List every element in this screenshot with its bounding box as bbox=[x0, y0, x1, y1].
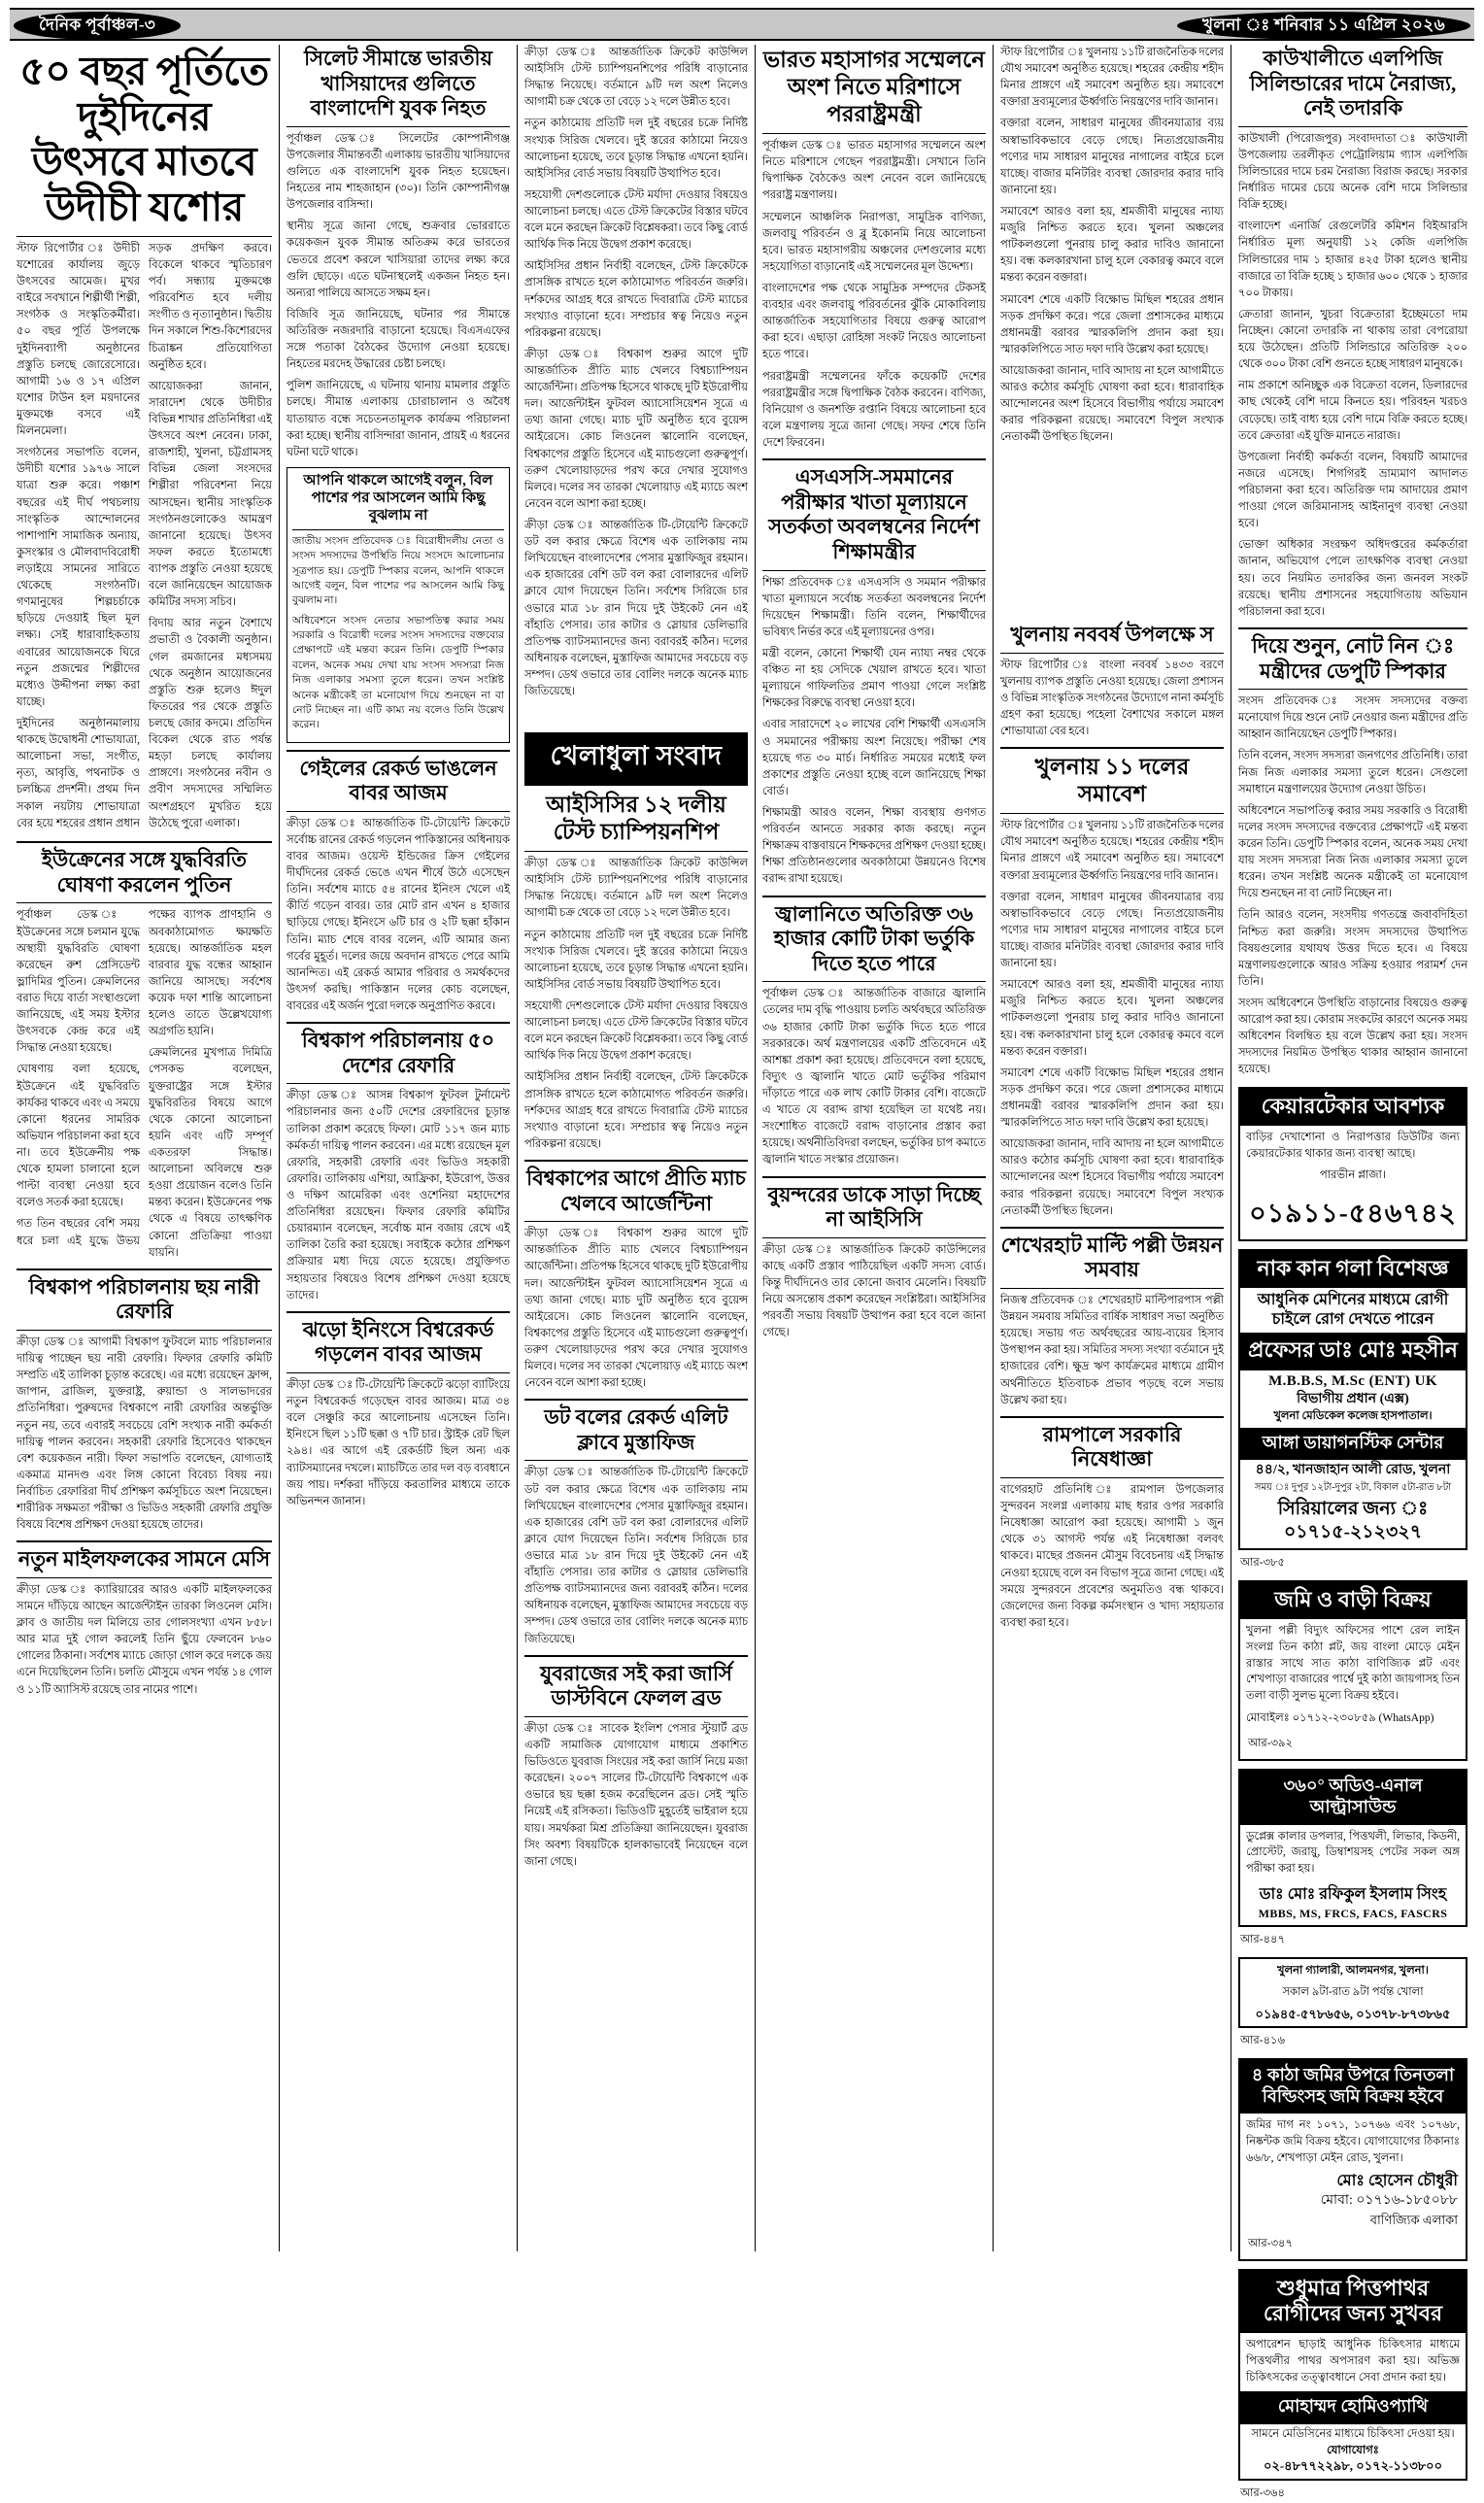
ad-caretaker-banner: কেয়ারটেকার আবশ্যক bbox=[1240, 1089, 1466, 1126]
messi-headline: নতুন মাইলফলকের সামনে মেসি bbox=[17, 1547, 271, 1572]
ad-ultrasound-banner: ৩৬০° অডিও-এনাল আল্ট্রাসাউন্ড bbox=[1240, 1771, 1466, 1824]
divider bbox=[17, 1330, 272, 1331]
kaukhali-para-4: নাম প্রকাশে অনিচ্ছুক এক বিক্রেতা বলেন, ডিলারদের কাছ থেকেই বেশি দামে কিনতে হয়। পরিবহন খরচও বেড়েছে। তাই বাধ্য হয়ে বেশি দামে বিক্রি করতে হচ্ছে। তবে ক্রেতারা এই যুক্তি মানতে নারাজ। bbox=[1238, 380, 1467, 442]
speaker-box-para-1: জাতীয় সংসদ প্রতিবেদক ঃ বিরোধীদলীয় নেতা ও সংসদ সদস্যদের উপস্থিতি নিয়ে সংসদে আলোচনার সূত্রপাত হয়। ডেপুটি স্পিকার বলেন, আপনি থাকলে আগেই বলুন, বিল পাশের পর আসলেন আমি কিছু বুঝলাম না। bbox=[292, 535, 504, 607]
column-3 bbox=[518, 45, 756, 2251]
io-para-1: পূর্বাঞ্চল ডেস্ক ঃ ভারত মহাসাগর সম্মেলনে অংশ নিতে মরিশাসে গেছেন পররাষ্ট্রমন্ত্রী। সেখানে তিনি দ্বিপাক্ষিক বৈঠকেও অংশ নেবেন বলে জানিয়েছে পররাষ্ট্র মন্ত্রণালয়। bbox=[762, 140, 986, 202]
divider bbox=[524, 851, 748, 852]
ad-ultrasound-doctor: ডাঃ মোঃ রফিকুল ইসলাম সিংহ bbox=[1259, 1885, 1447, 1903]
boundary-headline: বুয়ন্দরের ডাকে সাড়া দিচ্ছে না আইসিসি bbox=[767, 1182, 981, 1232]
worldcup50-body: ক্রীড়া ডেস্ক ঃ আসন্ন বিশ্বকাপ ফুটবল টুর্নামেন্ট পরিচালনার জন্য ৫০টি দেশের রেফারিদের চূড়ান্ত তালিকা প্রকাশ করেছে ফিফা। মোট ১১৭ জন ম্যাচ কর্মকর্তা দায়িত্ব পালন করবেন। এর মধ্যে রয়েছেন মূল রেফারি, সহকারী রেফারি এবং ভিডিও সহকারী রেফারি। তালিকায় এশিয়া, আফ্রিকা, ইউরোপ, উত্তর ও দক্ষিণ আমেরিকা এবং ওশেনিয়া মহাদেশের প্রতিনিধিরা রয়েছেন। ফিফার রেফারি কমিটির চেয়ারম্যান বলেছেন, সর্বোচ্চ মান বজায় রেখে এই তালিকা তৈরি করা হয়েছে। সবাইকে কঠোর প্রশিক্ষণ প্রক্রিয়ার মধ্য দিয়ে যেতে হয়েছে। প্রযুক্তিগত সহায়তার বিষয়েও বিশেষ প্রশিক্ষণ দেওয়া হয়েছে তাদের। bbox=[287, 1090, 510, 1302]
ad-gallstone-footer-line1: সামনে মেডিসিনের মাধ্যমে চিকিৎসা দেওয়া হয়। bbox=[1251, 2427, 1455, 2440]
k11-para-4: সমাবেশ শেষে একটি বিক্ষোভ মিছিল শহরের প্রধান সড়ক প্রদক্ষিণ করে। পরে জেলা প্রশাসকের মাধ্যমে প্রধানমন্ত্রী বরাবর স্মারকলিপি প্রদান করা হয়। স্মারকলিপিতে সাত দফা দাবি উল্লেখ করা হয়েছে। bbox=[1000, 1066, 1224, 1130]
io-para-2: সম্মেলনে আঞ্চলিক নিরাপত্তা, সামুদ্রিক বাণিজ্য, জলবায়ু পরিবর্তন ও ব্লু ইকোনমি নিয়ে আলোচনা হবে। ভারত মহাসাগরীয় অঞ্চলের দেশগুলোর মধ্যে সহযোগিতা বাড়ানোই এই সম্মেলনের মূল উদ্দেশ্য। bbox=[762, 211, 986, 273]
jhoro-headline: ঝড়ো ইনিংসে বিশ্বরেকর্ড গড়লেন বাবর আজম bbox=[302, 1317, 494, 1367]
ad-ent-subline: আধুনিক মেশিনের মাধ্যমে রোগী চাইলে রোগ দেখতে পারেন bbox=[1257, 1292, 1449, 1329]
sports-section-banner: খেলাধুলা সংবাদ bbox=[524, 732, 748, 786]
divider bbox=[17, 1577, 272, 1578]
ad-ent-refcode: আর-৩৮৫ bbox=[1240, 1556, 1285, 1569]
ad-ent-clinic[interactable] bbox=[1238, 1249, 1467, 1550]
ad-ent-hours: সময় ঃ দুপুর ১২টা-দুপুর ২টা, বিকাল ৫টা-রাত ৮টা bbox=[1254, 1481, 1452, 1493]
icc-para-4: আইসিসির প্রধান নির্বাহী বলেছেন, টেস্ট ক্রিকেটকে প্রাসঙ্গিক রাখতে হলে কাঠামোগত পরিবর্তন জরুরি। দর্শকদের আগ্রহ ধরে রাখতে দিবারাত্রি টেস্ট ম্যাচের সংখ্যাও বাড়ানো হবে। সম্প্রচার স্বত্ব নিয়েও নতুন পরিকল্পনা রয়েছে। bbox=[524, 1071, 748, 1150]
ad-ent-doctor: প্রফেসর ডাঃ মোঃ মহসীন bbox=[1240, 1333, 1466, 1370]
icc-para-3: সহযোগী দেশগুলোকে টেস্ট মর্যাদা দেওয়ার বিষয়েও আলোচনা চলছে। এতে টেস্ট ক্রিকেটের বিস্তার ঘটবে বলে মনে করছেন ক্রিকেট বিশ্লেষকরা। তবে কিছু বোর্ড আর্থিক দিক নিয়ে উদ্বেগ প্রকাশ করেছে। bbox=[524, 999, 748, 1063]
page-columns bbox=[10, 45, 1474, 2499]
divider bbox=[524, 1655, 748, 1657]
divider bbox=[287, 1372, 510, 1373]
worldcup-women-headline: বিশ্বকাপ পরিচালনায় ছয় নারী রেফারি bbox=[28, 1274, 260, 1324]
icc-para-1: ক্রীড়া ডেস্ক ঃ আন্তর্জাতিক ক্রিকেট কাউন্সিল আইসিসি টেস্ট চ্যাম্পিয়নশিপের পরিধি বাড়ানোর সিদ্ধান্ত নিয়েছে। বর্তমানে ৯টি দল অংশ নিলেও আগামী চক্র থেকে তা বেড়ে ১২ দলে উন্নীত হবে। bbox=[524, 858, 748, 920]
k11-prefill-2: বক্তারা বলেন, সাধারণ মানুষের জীবনযাত্রার ব্যয় অস্বাভাবিকভাবে বেড়ে গেছে। নিত্যপ্রয়োজনীয় পণ্যের দাম সাধারণ মানুষের নাগালের বাইরে চলে যাচ্ছে। বাজার মনিটরিং ব্যবস্থা জোরদার করার দাবি জানানো হয়। bbox=[1000, 118, 1224, 196]
divider bbox=[762, 896, 986, 897]
dotball-headline: ডট বলের রেকর্ড এলিট ক্লাবে মুস্তাফিজ bbox=[544, 1405, 728, 1454]
note-para-4: তিনি আরও বলেন, সংসদীয় গণতন্ত্রে জবাবদিহিতা নিশ্চিত করা জরুরি। সংসদ সদস্যদের উত্থাপিত বিষয়গুলোর যথাযথ উত্তর দিতে হবে। এ বিষয়ে মন্ত্রণালয়গুলোকে আরও সক্রিয় হওয়ার পরামর্শ দেন তিনি। bbox=[1238, 909, 1467, 988]
sylhet-para-2: স্থানীয় সূত্রে জানা গেছে, শুক্রবার ভোররাতে কয়েকজন যুবক সীমান্ত অতিক্রম করে ভারতের ভেতরে প্রবেশ করলে খাসিয়ারা তাদের লক্ষ্য করে গুলি ছোড়ে। এতে ঘটনাস্থলেই একজন নিহত হন। অন্যরা পালিয়ে আসতে সক্ষম হন। bbox=[287, 220, 510, 299]
io-para-3: বাংলাদেশের পক্ষ থেকে সামুদ্রিক সম্পদের টেকসই ব্যবহার এবং জলবায়ু পরিবর্তনের ঝুঁকি মোকাবিলায় আন্তর্জাতিক সহযোগিতার বিষয়ে গুরুত্ব আরোপ করা হবে। এছাড়া রোহিঙ্গা সংকট নিয়েও আলোচনা হতে পারে। bbox=[762, 283, 986, 361]
divider bbox=[524, 1160, 748, 1162]
icc-headline: আইসিসির ১২ দলীয় টেস্ট চ্যাম্পিয়নশিপ bbox=[546, 793, 726, 845]
column5-top-filler bbox=[1000, 45, 1224, 618]
ad-khulna-gallery[interactable] bbox=[1238, 1957, 1467, 2029]
ssc-para-3: এবার সারাদেশে ২০ লাখের বেশি শিক্ষার্থী এসএসসি ও সমমানের পরীক্ষায় অংশ নিয়েছে। পরীক্ষা শেষ হয়েছে গত ৩০ মার্চ। নির্ধারিত সময়ের মধ্যেই ফল প্রকাশের প্রস্তুতি নেওয়া হচ্ছে বলে জানিয়েছে শিক্ষা বোর্ড। bbox=[762, 719, 986, 797]
divider bbox=[1000, 653, 1224, 654]
divider bbox=[17, 841, 272, 843]
column-4 bbox=[756, 45, 994, 2251]
note-para-5: সংসদ অধিবেশনে উপস্থিতি বাড়ানোর বিষয়েও গুরুত্ব আরোপ করা হয়। কোরাম সংকটের কারণে অনেক সময় অধিবেশন বিলম্বিত হয় বলে উল্লেখ করা হয়। সংসদ সদস্যদের নিয়মিত উপস্থিত থাকার আহ্বান জানানো হয়েছে। bbox=[1238, 997, 1467, 1076]
kaukhali-para-1: কাউখালী (পিরোজপুর) সংবাদদাতা ঃ কাউখালী উপজেলায় তরলীকৃত পেট্রোলিয়াম গ্যাস এলপিজি সিলিন্ডারের দামে চরম নৈরাজ্য বিরাজ করছে। সরকার নির্ধারিত দামের চেয়ে অনেক বেশি দামে সিলিন্ডার বিক্রি হচ্ছে। bbox=[1238, 132, 1467, 212]
divider bbox=[762, 570, 986, 571]
ad-ent-hospital: খুলনা মেডিকেল কলেজ হাসপাতাল। bbox=[1273, 1410, 1433, 1423]
divider bbox=[1000, 813, 1224, 814]
kaukhali-para-2: বাংলাদেশ এনার্জি রেগুলেটরি কমিশন বিইআরসি নির্ধারিত মূল্য অনুযায়ী ১২ কেজি এলপিজি সিলিন্ডারের দাম ১ হাজার ৪২৫ টাকা হলেও স্থানীয় বাজারে তা বিক্রি হচ্ছে ১ হাজার ৬০০ থেকে ১ হাজার ৭০০ টাকায়। bbox=[1238, 220, 1467, 299]
lead-para-1: স্টাফ রিপোর্টার ঃ উদীচী যশোরের কার্যালয় জুড়ে উৎসবের আমেজ। মুখর বাইরে সবখানে শিল্পীর্থী শিল্পী, সংগঠক ও সংস্কৃতিকর্মীরা। ৫০ বছর পূর্তি উপলক্ষে দুইদিনব্যাপী অনুষ্ঠানের প্রস্তুতি চলছে জোরেসোরে। আগামী ১৬ ও ১৭ এপ্রিল যশোর টাউন হল ময়দানের মুক্তমঞ্চে বসবে এই মিলনমেলা। bbox=[17, 242, 140, 438]
divider bbox=[762, 1237, 986, 1238]
note-headline: দিয়ে শুনুন, নোট নিন ঃ মন্ত্রীদের ডেপুটি স্পিকার bbox=[1251, 633, 1455, 683]
k11-para-5: আয়োজকরা জানান, দাবি আদায় না হলে আগামীতে আরও কঠোর কর্মসূচি ঘোষণা করা হবে। ধারাবাহিক আন্দোলনের অংশ হিসেবে বিভাগীয় পর্যায়ে সমাবেশ করার পরিকল্পনা রয়েছে। সমাবেশে বিপুল সংখ্যক নেতাকর্মী উপস্থিত ছিলেন। bbox=[1000, 1138, 1224, 1217]
sylhet-headline: সিলেট সীমান্তে ভারতীয় খাসিয়াদের গুলিতে বাংলাদেশি যুবক নিহত bbox=[304, 47, 492, 120]
ad-ent-serial: সিরিয়ালের জন্য ঃ ০১৭১৫-২১২৩২৭ bbox=[1277, 1499, 1429, 1543]
ad-plot-sale[interactable] bbox=[1238, 2058, 1467, 2260]
ssc-para-4: শিক্ষামন্ত্রী আরও বলেন, শিক্ষা ব্যবস্থায় গুণগত পরিবর্তন আনতে সরকার কাজ করছে। নতুন শিক্ষাক্রম বাস্তবায়নে শিক্ষকদের প্রশিক্ষণ দেওয়া হচ্ছে। শিক্ষা প্রতিষ্ঠানগুলোর অবকাঠামো উন্নয়নেও বিশেষ বরাদ্দ রাখা হয়েছে। bbox=[762, 806, 986, 886]
lead-para-3: দুইদিনের অনুষ্ঠানমালায় থাকছে উদ্বোধনী শোভাযাত্রা, আলোচনা সভা, সংগীত, নৃত্য, আবৃত্তি, পথনাটক ও চলচ্চিত্র প্রদর্শনী। প্রথম দিন সকাল নয়টায় শোভাযাত্রা বের হয়ে শহরের প্রধান প্রধান সড়ক প্রদক্ষিণ করবে। বিকেলে থাকবে স্মৃতিচারণ পর্ব। সন্ধ্যায় মুক্তমঞ্চে পরিবেশিত হবে দলীয় সংগীত ও নৃত্যানুষ্ঠান। দ্বিতীয় দিন সকালে শিশু-কিশোরদের চিত্রাঙ্কন প্রতিযোগিতা অনুষ্ঠিত হবে। bbox=[17, 242, 272, 829]
divider bbox=[762, 981, 986, 982]
column-1 bbox=[10, 45, 280, 2251]
gaile-body: ক্রীড়া ডেস্ক ঃ আন্তর্জাতিক টি-টোয়েন্টি ক্রিকেটে সর্বোচ্চ রানের রেকর্ড গড়লেন পাকিস্তানের অধিনায়ক বাবর আজম। ওয়েস্ট ইন্ডিজের ক্রিস গেইলের দীর্ঘদিনের রেকর্ড ভেঙে এখন শীর্ষে উঠে এসেছেন তিনি। সর্বশেষ ম্যাচে ৫৪ রানের ইনিংস খেলে এই কীর্তি গড়েন বাবর। তার মোট রান এখন ৪ হাজার ছাড়িয়ে গেছে। ইনিংসে ৬টি চার ও ২টি ছক্কা হাঁকান তিনি। ম্যাচ শেষে বাবর বলেন, এটি আমার জন্য গর্বের মুহূর্ত। দলের জয়ে অবদান রাখতে পেরে আমি আনন্দিত। এই রেকর্ড আমার পরিবার ও সমর্থকদের উৎসর্গ করছি। পাকিস্তান দলের কোচ বলেছেন, বাবরের এই অর্জন পুরো দলকে অনুপ্রাণিত করবে। bbox=[287, 817, 510, 1012]
ukraine-para-4: ক্রেমলিনের মুখপাত্র দিমিত্রি পেসকভ বলেছেন, যুক্তরাষ্ট্রের সঙ্গে ইস্টার যুদ্ধবিরতির বিষয়ে আগে থেকে কোনো আলোচনা হয়নি এবং এটি সম্পূর্ণ একতরফা সিদ্ধান্ত। আলোচনা অবিলম্বে শুরু হওয়া প্রয়োজন বলেও তিনি মন্তব্য করেন। ইউক্রেনের পক্ষ থেকে এ বিষয়ে তাৎক্ষণিক কোনো প্রতিক্রিয়া পাওয়া যায়নি। bbox=[149, 1047, 272, 1259]
ad-ent-banner: নাক কান গলা বিশেষজ্ঞ bbox=[1240, 1251, 1466, 1288]
divider bbox=[287, 750, 510, 752]
ssc-para-2: মন্ত্রী বলেন, কোনো শিক্ষার্থী যেন ন্যায্য নম্বর থেকে বঞ্চিত না হয় সেদিকে খেয়াল রাখতে হবে। খাতা মূল্যায়নে গাফিলতির প্রমাণ পাওয়া গেলে সংশ্লিষ্ট শিক্ষকের বিরুদ্ধে ব্যবস্থা নেওয়া হবে। bbox=[762, 647, 986, 710]
indian-ocean-headline: ভারত মহাসাগর সম্মেলনে অংশ নিতে মরিশাসে পররাষ্ট্রমন্ত্রী bbox=[763, 48, 985, 127]
masthead-right-pill: খুলনা ঃ শনিবার ১১ এপ্রিল ২০২৬ bbox=[1177, 12, 1470, 40]
worldcup50-headline: বিশ্বকাপ পরিচালনায় ৫০ দেশের রেফারি bbox=[301, 1029, 495, 1077]
divider bbox=[762, 458, 986, 460]
speaker-box bbox=[287, 467, 510, 743]
masthead-left-pill: দৈনিক পূর্বাঞ্চল-৩ bbox=[14, 12, 181, 40]
icc-para-2: নতুন কাঠামোয় প্রতিটি দল দুই বছরের চক্রে নির্দিষ্ট সংখ্যক সিরিজ খেলবে। দুই স্তরের কাঠামো নিয়েও আলোচনা হয়েছে, তবে চূড়ান্ত সিদ্ধান্ত এখনো হয়নি। আইসিসির বোর্ড সভায় বিষয়টি উত্থাপিত হবে। bbox=[524, 929, 748, 991]
ad-ent-post: বিভাগীয় প্রধান (এক্স) bbox=[1297, 1391, 1409, 1406]
divider bbox=[287, 1311, 510, 1313]
divider bbox=[1238, 126, 1467, 127]
note-para-2: তিনি বলেন, সংসদ সদস্যরা জনগণের প্রতিনিধি। তারা নিজ নিজ এলাকার সমস্যা তুলে ধরেন। সেগুলো সমাধানে মন্ত্রণালয়ের উদ্যোগ নেওয়া উচিত। bbox=[1238, 750, 1467, 795]
column-6 bbox=[1231, 45, 1474, 2499]
worldcup-women-body: ক্রীড়া ডেস্ক ঃ আগামী বিশ্বকাপ ফুটবলে ম্যাচ পরিচালনার দায়িত্ব পাচ্ছেন ছয় নারী রেফারি। ফিফার রেফারি কমিটি সম্প্রতি এই তালিকা চূড়ান্ত করেছে। এর মধ্যে রয়েছেন ফ্রান্স, জাপান, ব্রাজিল, যুক্তরাষ্ট্র, রুয়ান্ডা ও সালভাদরের প্রতিনিধিরা। পুরুষদের বিশ্বকাপে নারী রেফারির অন্তর্ভুক্তি নতুন নয়, তবে এবারই সবচেয়ে বেশি সংখ্যক নারী কর্মকর্তা দায়িত্ব পালন করবেন। সহকারী রেফারি হিসেবেও থাকছেন বেশ কয়েকজন নারী। ফিফা সভাপতি বলেছেন, যোগ্যতাই একমাত্র মানদণ্ড এবং লিঙ্গ কোনো বিবেচ্য বিষয় নয়। নির্বাচিত রেফারিরা দীর্ঘ প্রশিক্ষণ কর্মসূচিতে অংশ নিয়েছেন। শারীরিক সক্ষমতা পরীক্ষা ও ভিডিও সহকারী রেফারি প্রযুক্তি বিষয়ে বিশেষ প্রশিক্ষণ দেওয়া হয়েছে তাদের। bbox=[17, 1336, 272, 1532]
k11-para-3: সমাবেশে আরও বলা হয়, শ্রমজীবী মানুষের ন্যায্য মজুরি নিশ্চিত করতে হবে। খুলনা অঞ্চলের পাটকলগুলো পুনরায় চালু করার দাবিও জানানো হয়। বন্ধ কলকারখানা চালু হলে বেকারত্ব কমবে বলে মন্তব্য করেন বক্তারা। bbox=[1000, 979, 1224, 1058]
kaukhali-headline: কাউখালীতে এলপিজি সিলিন্ডারের দামে নৈরাজ্য, নেই তদারকি bbox=[1249, 47, 1457, 120]
k11-prefill-4: সমাবেশ শেষে একটি বিক্ষোভ মিছিল শহরের প্রধান সড়ক প্রদক্ষিণ করে। পরে জেলা প্রশাসকের মাধ্যমে প্রধানমন্ত্রী বরাবর স্মারকলিপি প্রদান করা হয়। স্মারকলিপিতে সাত দফা দাবি উল্লেখ করা হয়েছে। bbox=[1000, 293, 1224, 355]
divider bbox=[17, 902, 272, 903]
kaukhali-para-6: ভোক্তা অধিকার সংরক্ষণ অধিদপ্তরের কর্মকর্তারা জানান, অভিযোগ পেলে তাৎক্ষণিক ব্যবস্থা নেওয়া হয়। তবে নিয়মিত তদারকির জন্য জনবল সংকট রয়েছে। স্থানীয় প্রশাসনের সহযোগিতায় অভিযান পরিচালনা করা হবে। bbox=[1238, 539, 1467, 618]
divider bbox=[524, 1221, 748, 1222]
divider bbox=[17, 1540, 272, 1542]
divider bbox=[1000, 1227, 1224, 1229]
lead-para-4: আয়োজকরা জানান, সারাদেশ থেকে উদীচীর বিভিন্ন শাখার প্রতিনিধিরা এই উৎসবে অংশ নেবেন। ঢাকা, রাজশাহী, খুলনা, চট্টগ্রামসহ বিভিন্ন জেলা সংসদের শিল্পীরা পরিবেশনা নিয়ে আসছেন। স্থানীয় সাংস্কৃতিক সংগঠনগুলোকেও আমন্ত্রণ জানানো হয়েছে। উৎসব সফল করতে ইতোমধ্যে ব্যাপক প্রস্তুতি নেওয়া হয়েছে বলে জানিয়েছেন আয়োজক কমিটির সদস্য সচিব। bbox=[149, 380, 272, 609]
kaukhali-para-5: উপজেলা নির্বাহী কর্মকর্তা বলেন, বিষয়টি আমাদের নজরে এসেছে। শিগগিরই ভ্রাম্যমাণ আদালত পরিচালনা করা হবে। অতিরিক্ত দাম আদায়ের প্রমাণ পাওয়া গেলে জরিমানাসহ আইনানুগ ব্যবস্থা নেওয়া হবে। bbox=[1238, 451, 1467, 530]
k11-para-2: বক্তারা বলেন, সাধারণ মানুষের জীবনযাত্রার ব্যয় অস্বাভাবিকভাবে বেড়ে গেছে। নিত্যপ্রয়োজনীয় পণ্যের দাম সাধারণ মানুষের নাগালের বাইরে চলে যাচ্ছে। বাজার মনিটরিং ব্যবস্থা জোরদার করার দাবি জানানো হয়। bbox=[1000, 891, 1224, 970]
divider bbox=[287, 126, 510, 127]
ad-land-banner: জমি ও বাড়ী বিক্রয় bbox=[1240, 1582, 1466, 1619]
teknaf-body: নিজস্ব প্রতিবেদক ঃ শেখেরহাট মাল্টিপারপাস পল্লী উন্নয়ন সমবায় সমিতির বার্ষিক সাধারণ সভা অনুষ্ঠিত হয়েছে। সভায় গত অর্থবছরের আয়-ব্যয়ের হিসাব উপস্থাপন করা হয়। সমিতির সদস্য সংখ্যা বর্তমানে দুই হাজারের বেশি। ক্ষুদ্র ঋণ কার্যক্রমের মাধ্যমে গ্রামীণ অর্থনীতিতে ইতিবাচক প্রভাব পড়ছে বলে সভায় উল্লেখ করা হয়। bbox=[1000, 1294, 1224, 1406]
jersey-body: ক্রীড়া ডেস্ক ঃ সাবেক ইংলিশ পেসার স্টুয়ার্ট ব্রড একটি সামাজিক যোগাযোগ মাধ্যমে প্রকাশিত ভিডিওতে যুবরাজ সিংয়ের সই করা জার্সি নিয়ে মজা করেছেন। ২০০৭ সালের টি-টোয়েন্টি বিশ্বকাপে এক ওভারে ছয় ছক্কা হজম করেছিলেন ব্রড। সেই স্মৃতি নিয়েই এই রসিকতা। ভিডিওটি মুহূর্তেই ভাইরাল হয়ে যায়। সমর্থকরা মিশ্র প্রতিক্রিয়া জানিয়েছেন। যুবরাজ সিং অবশ্য বিষয়টিকে হালকাভাবেই নিয়েছেন বলে জানা গেছে। bbox=[524, 1722, 748, 1868]
io-para-4: পররাষ্ট্রমন্ত্রী সম্মেলনের ফাঁকে কয়েকটি দেশের পররাষ্ট্রমন্ত্রীর সঙ্গে দ্বিপাক্ষিক বৈঠক করবেন। বাণিজ্য, বিনিয়োগ ও জনশক্তি রপ্তানি বিষয়ে আলোচনা হবে বলে মন্ত্রণালয় সূত্রে জানা গেছে। সফর শেষে তিনি দেশে ফিরবেন। bbox=[762, 370, 986, 449]
kaukhali-para-3: ক্রেতারা জানান, খুচরা বিক্রেতারা ইচ্ছেমতো দাম নিচ্ছেন। কোনো তদারকি না থাকায় তারা বেপরোয়া হয়ে উঠেছেন। প্রতিটি সিলিন্ডারে অতিরিক্ত ২০০ থেকে ৩০০ টাকা বেশি গুনতে হচ্ছে সাধারণ মানুষকে। bbox=[1238, 308, 1467, 371]
k11-para-1: স্টাফ রিপোর্টার ঃ খুলনায় ১১টি রাজনৈতিক দলের যৌথ সমাবেশ অনুষ্ঠিত হয়েছে। শহরের কেন্দ্রীয় শহীদ মিনার প্রাঙ্গণে এই সমাবেশ অনুষ্ঠিত হয়। সমাবেশে বক্তারা দ্রব্যমূল্যের ঊর্ধ্বগতি নিয়ন্ত্রণের দাবি জানান। bbox=[1000, 820, 1224, 882]
divider bbox=[762, 133, 986, 134]
jhoro-body: ক্রীড়া ডেস্ক ঃ টি-টোয়েন্টি ক্রিকেটে ঝড়ো ব্যাটিংয়ে নতুন বিশ্বরেকর্ড গড়েছেন বাবর আজম। মাত্র ৩৪ বলে সেঞ্চুরি করে আলোচনায় এসেছেন তিনি। ইনিংসে ছিল ১১টি ছক্কা ও ৭টি চার। স্ট্রাইক রেট ছিল ২৯৪। এর আগে এই রেকর্ডটি ছিল অন্য এক ব্যাটসম্যানের দখলে। ম্যাচটিতে তার দল বড় ব্যবধানে জয় পায়। দর্শকরা দাঁড়িয়ে করতালির মাধ্যমে তাকে অভিনন্দন জানান। bbox=[287, 1378, 510, 1507]
divider bbox=[1000, 747, 1224, 749]
ad-plot-mobile: মোবা: ০১৭১৬-১৮৫০৮৮ bbox=[1320, 2193, 1458, 2209]
lead-headline: ৫০ বছর পূর্তিতে দুইদিনের উৎসবে মাতবে উদীচী যশোর bbox=[19, 49, 269, 230]
ad-ent-center-address: ৪৪/২, খানজাহান আলী রোড, খুলনা bbox=[1255, 1463, 1451, 1478]
ad-ultrasound-refcode: আর-৪৪৭ bbox=[1240, 1933, 1285, 1945]
ad-gallstone-banner: শুধুমাত্র পিত্তপাথর রোগীদের জন্য সুখবর bbox=[1240, 2271, 1466, 2334]
divider bbox=[1000, 1416, 1224, 1418]
speaker-box-para-2: অধিবেশনে সংসদ নেতার সভাপতিত্ব করার সময় সরকারি ও বিরোধী দলের সংসদ সদস্যদের বক্তব্যের প্রেক্ষাপটে এই মন্তব্য করেন তিনি। ডেপুটি স্পিকার বলেন, অনেক সময় দেখা যায় সংসদ সদস্যরা নিজ নিজ এলাকার সমস্যা তুলে ধরেন। তখন সংশ্লিষ্ট অনেক মন্ত্রীকেই তা মনোযোগ দিয়ে শুনছেন না বা নোট নিচ্ছেন না। এটি কাম্য নয় বলেও তিনি উল্লেখ করেন। bbox=[292, 615, 504, 731]
ukraine-headline: ইউক্রেনের সঙ্গে যুদ্ধবিরতি ঘোষণা করলেন পুতিন bbox=[41, 848, 248, 896]
khulna-11dal-headline: খুলনায় ১১ দলের সমাবেশ bbox=[1034, 755, 1190, 807]
sylhet-para-1: পূর্বাঞ্চল ডেস্ক ঃ সিলেটের কোম্পানীগঞ্জ উপজেলার সীমান্তবর্তী এলাকায় ভারতীয় খাসিয়াদের গুলিতে এক বাংলাদেশি যুবক নিহত হয়েছেন। নিহতের নাম শাহজাহান (৩০)। তিনি কোম্পানীগঞ্জ উপজেলার বাসিন্দা। bbox=[287, 132, 510, 212]
column-5 bbox=[994, 45, 1231, 2251]
lead-para-5: বিদায় আর নতুন বৈশাখে প্রভাতী ও বৈকালী অনুষ্ঠান। গেল রমজানের মধ্যসময় থেকে অনুষ্ঠান আয়োজনের প্রস্তুতি শুরু হলেও ঈদুল ফিতরের পর থেকে প্রস্তুতি চলছে জোর কদমে। প্রতিদিন বিকেল থেকে রাত পর্যন্ত মহড়া চলছে কার্যালয় প্রাঙ্গণে। সংগঠনের নবীন ও প্রবীণ সদস্যদের সম্মিলিত অংশগ্রহণে মুখরিত হয়ে উঠেছে পুরো এলাকা। bbox=[149, 618, 272, 829]
k11-prefill-5: আয়োজকরা জানান, দাবি আদায় না হলে আগামীতে আরও কঠোর কর্মসূচি ঘোষণা করা হবে। ধারাবাহিক আন্দোলনের অংশ হিসেবে বিভাগীয় পর্যায়ে সমাবেশ করার পরিকল্পনা রয়েছে। সমাবেশে বিপুল সংখ্যক নেতাকর্মী উপস্থিত ছিলেন। bbox=[1000, 364, 1224, 444]
icc-prefill-2: নতুন কাঠামোয় প্রতিটি দল দুই বছরের চক্রে নির্দিষ্ট সংখ্যক সিরিজ খেলবে। দুই স্তরের কাঠামো নিয়েও আলোচনা হয়েছে, তবে চূড়ান্ত সিদ্ধান্ত এখনো হয়নি। আইসিসির বোর্ড সভায় বিষয়টি উত্থাপিত হবে। bbox=[524, 118, 748, 180]
jersey-headline: যুবরাজের সই করা জার্সি ডাস্টবিনে ফেলল ব্রড bbox=[540, 1661, 732, 1710]
divider bbox=[1238, 689, 1467, 690]
ad-gallstone-body: অপারেশন ছাড়াই আধুনিক চিকিৎসার মাধ্যমে পিত্তথলীর পাথর অপসারণ করা হয়। অভিজ্ঞ চিকিৎসকের তত্ত্বাবধানে সেবা প্রদান করা হয়। bbox=[1246, 2339, 1460, 2384]
note-para-3: অধিবেশনে সভাপতিত্ব করার সময় সরকারি ও বিরোধী দলের সংসদ সদস্যদের বক্তব্যের প্রেক্ষাপটে এই মন্তব্য করেন তিনি। ডেপুটি স্পিকার বলেন, অনেক সময় দেখা যায় সংসদ সদস্যরা নিজ নিজ এলাকার সমস্যা তুলে ধরেন। তখন সংশ্লিষ্ট অনেক মন্ত্রীকেই তা মনোযোগ দিয়ে শুনছেন না বা নোট নিচ্ছেন না। bbox=[1238, 804, 1467, 900]
ad-gallstone-refcode: আর-৩৬৪ bbox=[1240, 2486, 1285, 2499]
ad-plot-banner: ৪ কাঠা জমির উপরে তিনতলা বিল্ডিংসহ জমি বিক্রয় হইবে bbox=[1240, 2060, 1466, 2114]
ukraine-article-body bbox=[17, 907, 272, 1261]
ad-gallery-line3: ০১৯৪৫-৫৭৮৬৫৬, ০১৩৭৮-৮৭৩৮৬৫ bbox=[1255, 2006, 1451, 2021]
ad-ultrasound[interactable] bbox=[1238, 1769, 1467, 1926]
divider bbox=[17, 236, 272, 237]
messi-body: ক্রীড়া ডেস্ক ঃ ক্যারিয়ারের আরও একটি মাইলফলকের সামনে দাঁড়িয়ে আছেন আর্জেন্টাইন তারকা লিওনেল মেসি। ক্লাব ও জাতীয় দল মিলিয়ে তার গোলসংখ্যা এখন ৮৫৮। আর মাত্র দুই গোল করলেই তিনি ছুঁয়ে ফেলবেন ৮৬০ গোলের ঠিকানা। সর্বশেষ ম্যাচে জোড়া গোল করে দলকে জয় এনে দিয়েছিলেন তিনি। চলতি মৌসুমে এখন পর্যন্ত ১৪ গোল ও ১১টি অ্যাসিস্ট রয়েছে তার নামের পাশে। bbox=[17, 1583, 272, 1696]
gaile-headline: গেইলের রেকর্ড ভাঙলেন বাবর আজম bbox=[299, 756, 497, 805]
ad-gallstone[interactable] bbox=[1238, 2269, 1467, 2481]
ad-ultrasound-body: ডুপ্লেক্স কালার ডপলার, পিত্তথলী, লিভার, কিডনী, প্রোস্টেট, জরায়ু, ডিম্বাশয়সহ পেটের সকল অঙ্গ পরীক্ষা করা হয়। bbox=[1246, 1830, 1460, 1875]
divider bbox=[1000, 1288, 1224, 1289]
divider bbox=[762, 1176, 986, 1178]
divider bbox=[17, 1268, 272, 1270]
ad-ent-center: আঙ্গা ডায়াগনস্টিক সেন্টার bbox=[1240, 1428, 1466, 1461]
dotball-prefill: ক্রীড়া ডেস্ক ঃ আন্তর্জাতিক টি-টোয়েন্টি ক্রিকেটে ডট বল করার ক্ষেত্রে বিশেষ এক তালিকায় নাম লিখিয়েছেন বাংলাদেশের পেসার মুস্তাফিজুর রহমান। এক হাজারের বেশি ডট বল করা বোলারদের এলিট ক্লাবে যোগ দিয়েছেন তিনি। সর্বশেষ সিরিজে চার ওভারে মাত্র ১৮ রান দিয়ে দুই উইকেট নেন এই বাঁহাতি পেসার। তার কাটার ও স্লোয়ার ডেলিভারি প্রতিপক্ষ ব্যাটসম্যানদের জন্য বরাবরই কঠিন। দলের অধিনায়ক বলেছেন, মুস্তাফিজ আমাদের সবচেয়ে বড় সম্পদ। ডেথ ওভারে তার বোলিং দলকে অনেক ম্যাচ জিতিয়েছে। bbox=[524, 519, 748, 698]
icc-prefill-1: ক্রীড়া ডেস্ক ঃ আন্তর্জাতিক ক্রিকেট কাউন্সিল আইসিসি টেস্ট চ্যাম্পিয়নশিপের পরিধি বাড়ানোর সিদ্ধান্ত নিয়েছে। বর্তমানে ৯টি দল অংশ নিলেও আগামী চক্র থেকে তা বেড়ে ১২ দলে উন্নীত হবে। bbox=[524, 47, 748, 109]
khulna-nabobarsho-body: স্টাফ রিপোর্টার ঃ বাংলা নববর্ষ ১৪৩৩ বরণে খুলনায় ব্যাপক প্রস্তুতি নেওয়া হয়েছে। জেলা প্রশাসন ও বিভিন্ন সাংস্কৃতিক সংগঠনের উদ্যোগে নানা কর্মসূচি গ্রহণ করা হয়েছে। পহেলা বৈশাখের সকালে মঙ্গল শোভাযাত্রা বের হবে। bbox=[1000, 659, 1224, 738]
ad-caretaker[interactable] bbox=[1238, 1087, 1467, 1241]
ad-plot-area: বাণিজ্যিক এলাকা bbox=[1369, 2212, 1458, 2227]
ad-plot-owner: মোঃ হোসেন চৌধুরী bbox=[1336, 2173, 1458, 2190]
ad-land-body: খুলনা পল্লী বিদ্যুৎ অফিসের পাশে রেল লাইন সংলগ্ন তিন কাঠা প্লট, জয় বাংলা মোড়ে মেইন রাস্তার সাথে সাত কাঠা বাণিজ্যিক প্লট এবং শেখপাড়া বাজারের পার্শ্বে দুই কাঠা জায়গাসহ তিন তলা বাড়ী সুলভ মূল্যে বিক্রয় হইবে। bbox=[1246, 1625, 1460, 1703]
fuel-body: পূর্বাঞ্চল ডেস্ক ঃ আন্তর্জাতিক বাজারে জ্বালানি তেলের দাম বৃদ্ধি পাওয়ায় চলতি অর্থবছরে অতিরিক্ত ৩৬ হাজার কোটি টাকা ভর্তুকি দিতে হতে পারে সরকারকে। অর্থ মন্ত্রণালয়ের একটি প্রতিবেদনে এই আশঙ্কা প্রকাশ করা হয়েছে। প্রতিবেদনে বলা হয়েছে, বিদ্যুৎ ও জ্বালানি খাতে মোট ভর্তুকির পরিমাণ দাঁড়াতে পারে এক লাখ কোটি টাকার বেশি। বাজেটে এ খাতে যে বরাদ্দ রাখা হয়েছিল তা যথেষ্ট নয়। সংশোধিত বাজেটে বরাদ্দ বাড়ানোর প্রস্তাব করা হয়েছে। অর্থনীতিবিদরা বলছেন, ভর্তুকির চাপ কমাতে জ্বালানি খাতে সংস্কার প্রয়োজন। bbox=[762, 988, 986, 1167]
ad-ent-degrees: M.B.B.S, M.Sc (ENT) UK bbox=[1268, 1372, 1437, 1389]
k11-prefill-1: স্টাফ রিপোর্টার ঃ খুলনায় ১১টি রাজনৈতিক দলের যৌথ সমাবেশ অনুষ্ঠিত হয়েছে। শহরের কেন্দ্রীয় শহীদ মিনার প্রাঙ্গণে এই সমাবেশ অনুষ্ঠিত হয়। সমাবেশে বক্তারা দ্রব্যমূল্যের ঊর্ধ্বগতি নিয়ন্ত্রণের দাবি জানান। bbox=[1000, 47, 1224, 109]
icc-prefill-4: আইসিসির প্রধান নির্বাহী বলেছেন, টেস্ট ক্রিকেটকে প্রাসঙ্গিক রাখতে হলে কাঠামোগত পরিবর্তন জরুরি। দর্শকদের আগ্রহ ধরে রাখতে দিবারাত্রি টেস্ট ম্যাচের সংখ্যাও বাড়ানো হবে। সম্প্রচার স্বত্ব নিয়েও নতুন পরিকল্পনা রয়েছে। bbox=[524, 260, 748, 339]
divider bbox=[287, 811, 510, 812]
ad-gallstone-footer-line2: যোগাযোগঃ bbox=[1327, 2444, 1379, 2456]
ad-land-house[interactable] bbox=[1238, 1580, 1467, 1761]
masthead-strip bbox=[10, 8, 1474, 41]
dotball-body: ক্রীড়া ডেস্ক ঃ আন্তর্জাতিক টি-টোয়েন্টি ক্রিকেটে ডট বল করার ক্ষেত্রে বিশেষ এক তালিকায় নাম লিখিয়েছেন বাংলাদেশের পেসার মুস্তাফিজুর রহমান। এক হাজারের বেশি ডট বল করা বোলারদের এলিট ক্লাবে যোগ দিয়েছেন তিনি। সর্বশেষ সিরিজে চার ওভারে মাত্র ১৮ রান দিয়ে দুই উইকেট নেন এই বাঁহাতি পেসার। তার কাটার ও স্লোয়ার ডেলিভারি প্রতিপক্ষ ব্যাটসম্যানদের জন্য বরাবরই কঠিন। দলের অধিনায়ক বলেছেন, মুস্তাফিজ আমাদের সবচেয়ে বড় সম্পদ। ডেথ ওভারে তার বোলিং দলকে অনেক ম্যাচ জিতিয়েছে। bbox=[524, 1467, 748, 1645]
divider bbox=[287, 1022, 510, 1024]
ad-gallery-refcode: আর-৪১৬ bbox=[1240, 2035, 1285, 2047]
ad-caretaker-body: বাড়ির দেখাশোনা ও নিরাপত্তার ডিউটির জন্য কেয়ারটেকার থাকার জন্য ব্যবস্থা আছে। bbox=[1246, 1131, 1460, 1160]
argentina-body: ক্রীড়া ডেস্ক ঃ বিশ্বকাপ শুরুর আগে দুটি আন্তর্জাতিক প্রীতি ম্যাচ খেলবে বিশ্বচ্যাম্পিয়ন আর্জেন্টিনা। প্রতিপক্ষ হিসেবে থাকছে দুটি ইউরোপীয় দল। আর্জেন্টাইন ফুটবল অ্যাসোসিয়েশন সূত্রে এ তথ্য জানা গেছে। ম্যাচ দুটি অনুষ্ঠিত হবে বুয়েন্স আইরেসে। কোচ লিওনেল স্কালোনি বলেছেন, বিশ্বকাপের প্রস্তুতি হিসেবে এই ম্যাচগুলো গুরুত্বপূর্ণ। তরুণ খেলোয়াড়দের পরখ করে দেখার সুযোগও মিলবে। দলের সব তারকা খেলোয়াড় এই ম্যাচে অংশ নেবেন বলে আশা করা হচ্ছে। bbox=[524, 1228, 748, 1390]
ssc-para-1: শিক্ষা প্রতিবেদক ঃ এসএসসি ও সমমান পরীক্ষার খাতা মূল্যায়নে সর্বোচ্চ সতর্কতা অবলম্বনের নির্দেশ দিয়েছেন শিক্ষামন্ত্রী। তিনি বলেন, শিক্ষার্থীদের ভবিষ্যৎ নির্ভর করে এই মূল্যায়নের ওপর। bbox=[762, 576, 986, 638]
teknaf-headline: শেখেরহাট মাল্টি পল্লী উন্নয়ন সমবায় bbox=[1000, 1233, 1224, 1282]
divider bbox=[524, 1716, 748, 1717]
divider bbox=[292, 529, 504, 530]
divider bbox=[524, 1399, 748, 1401]
ad-ultrasound-degrees: MBBS, MS, FRCS, FACS, FASCRS bbox=[1258, 1906, 1448, 1920]
divider bbox=[1000, 1477, 1224, 1478]
ad-land-mobile: মোবাইলঃ ০১৭১২-২৩০৮৫৯ (WhatsApp) bbox=[1246, 1711, 1434, 1724]
ad-gallery-line1: খুলনা গ্যালারী, আলমনগর, খুলনা। bbox=[1277, 1964, 1429, 1977]
ukraine-para-3: গত তিন বছরের বেশি সময় ধরে চলা এই যুদ্ধে উভয় পক্ষের ব্যাপক প্রাণহানি ও অবকাঠামোগত ক্ষয়ক্ষতি হয়েছে। আন্তর্জাতিক মহল বারবার যুদ্ধ বন্ধের আহ্বান জানিয়ে আসছে। সর্বশেষ কয়েক দফা শান্তি আলোচনা হলেও তাতে উল্লেখযোগ্য অগ্রগতি হয়নি। bbox=[17, 909, 272, 1247]
ad-caretaker-phone: ০১৯১১-৫৪৬৭৪২ bbox=[1249, 1198, 1457, 1228]
ad-gallery-line2: সকাল ৯টা-রাত ৯টা পর্যন্ত খোলা bbox=[1282, 1986, 1424, 1999]
lead-article-body bbox=[17, 241, 272, 834]
boundary-body: ক্রীড়া ডেস্ক ঃ আন্তর্জাতিক ক্রিকেট কাউন্সিলের কাছে একটি প্রস্তাব পাঠিয়েছিল একটি সদস্য বোর্ড। কিন্তু দীর্ঘদিনেও তার কোনো জবাব মেলেনি। বিষয়টি নিয়ে অসন্তোষ প্রকাশ করেছেন সংশ্লিষ্টরা। আইসিসির পরবর্তী সভায় বিষয়টি উত্থাপন করা হবে বলে জানা গেছে। bbox=[762, 1243, 986, 1339]
ad-land-refcode: আর-৩৯২ bbox=[1248, 1738, 1293, 1750]
rampal-headline: রামপালে সরকারি নিষেধাজ্ঞা bbox=[1042, 1422, 1182, 1471]
column3-top-filler bbox=[524, 45, 748, 725]
ad-gallstone-footer-banner: মোহাম্মদ হোমিওপ্যাথি bbox=[1240, 2391, 1466, 2424]
sylhet-para-3: বিজিবি সূত্র জানিয়েছে, ঘটনার পর সীমান্তে অতিরিক্ত নজরদারি বাড়ানো হয়েছে। বিএসএফের সঙ্গে পতাকা বৈঠকের উদ্যোগ নেওয়া হয়েছে। নিহতের মরদেহ উদ্ধারের চেষ্টা চলছে। bbox=[287, 308, 510, 371]
argentina-prefill: ক্রীড়া ডেস্ক ঃ বিশ্বকাপ শুরুর আগে দুটি আন্তর্জাতিক প্রীতি ম্যাচ খেলবে বিশ্বচ্যাম্পিয়ন আর্জেন্টিনা। প্রতিপক্ষ হিসেবে থাকছে দুটি ইউরোপীয় দল। আর্জেন্টাইন ফুটবল অ্যাসোসিয়েশন সূত্রে এ তথ্য জানা গেছে। ম্যাচ দুটি অনুষ্ঠিত হবে বুয়েন্স আইরেসে। কোচ লিওনেল স্কালোনি বলেছেন, বিশ্বকাপের প্রস্তুতি হিসেবে এই ম্যাচগুলো গুরুত্বপূর্ণ। তরুণ খেলোয়াড়দের পরখ করে দেখার সুযোগও মিলবে। দলের সব তারকা খেলোয়াড় এই ম্যাচে অংশ নেবেন বলে আশা করা হচ্ছে। bbox=[524, 348, 748, 510]
note-para-1: সংসদ প্রতিবেদক ঃ সংসদ সদস্যদের বক্তব্য মনোযোগ দিয়ে শুনে নোট নেওয়ার জন্য মন্ত্রীদের প্রতি আহ্বান জানিয়েছেন ডেপুটি স্পিকার। bbox=[1238, 695, 1467, 741]
k11-prefill-3: সমাবেশে আরও বলা হয়, শ্রমজীবী মানুষের ন্যায্য মজুরি নিশ্চিত করতে হবে। খুলনা অঞ্চলের পাটকলগুলো পুনরায় চালু করার দাবিও জানানো হয়। বন্ধ কলকারখানা চালু হলে বেকারত্ব কমবে বলে মন্তব্য করেন বক্তারা। bbox=[1000, 205, 1224, 285]
ukraine-para-1: পূর্বাঞ্চল ডেস্ক ঃ ইউক্রেনের সঙ্গে চলমান যুদ্ধে অস্থায়ী যুদ্ধবিরতি ঘোষণা করেছেন রুশ প্রেসিডেন্ট ভ্লাদিমির পুতিন। ক্রেমলিনের বরাত দিয়ে বার্তা সংস্থাগুলো জানিয়েছে, এই সময় ইস্টার উৎসবকে কেন্দ্র করে এই সিদ্ধান্ত নেওয়া হয়েছে। bbox=[17, 909, 140, 1055]
ssc-headline: এসএসসি-সমমানের পরীক্ষার খাতা মূল্যায়নে সতর্কতা অবলম্বনের নির্দেশ শিক্ষামন্ত্রীর bbox=[768, 465, 980, 563]
divider bbox=[287, 1083, 510, 1084]
ad-plot-refcode: আর-৩৪৭ bbox=[1248, 2237, 1293, 2249]
rampal-body: বাগেরহাট প্রতিনিধি ঃ রামপাল উপজেলার সুন্দরবন সংলগ্ন এলাকায় মাছ ধরার ওপর সরকারি নিষেধাজ্ঞা আরোপ করা হয়েছে। আগামী ১ জুন থেকে ৩১ আগস্ট পর্যন্ত এই নিষেধাজ্ঞা বলবৎ থাকবে। মাছের প্রজনন মৌসুম বিবেচনায় এই সিদ্ধান্ত নেওয়া হয়েছে বলে বন বিভাগ সূত্রে জানা গেছে। এই সময়ে সুন্দরবনে প্রবেশের অনুমতিও বন্ধ থাকবে। জেলেদের জন্য বিকল্প কর্মসংস্থান ও খাদ্য সহায়তার ব্যবস্থা করা হবে। bbox=[1000, 1483, 1224, 1629]
divider bbox=[524, 1460, 748, 1461]
ukraine-para-2: ঘোষণায় বলা হয়েছে, ইউক্রেনে এই যুদ্ধবিরতি কার্যকর থাকবে এবং এ সময়ে কোনো ধরনের সামরিক অভিযান পরিচালনা করা হবে না। তবে ইউক্রেনীয় পক্ষ থেকে হামলা চালানো হলে পাল্টা ব্যবস্থা নেওয়া হবে বলেও সতর্ক করা হয়েছে। bbox=[17, 1064, 140, 1209]
ad-gallstone-phone: ০২-৪৮৭৭২২৯৮, ০১৭২-১১৩৮০০ bbox=[1263, 2458, 1443, 2474]
sylhet-para-4: পুলিশ জানিয়েছে, এ ঘটনায় থানায় মামলার প্রস্তুতি চলছে। সীমান্ত এলাকায় চোরাচালান ও অবৈধ যাতায়াত বন্ধে সচেতনতামূলক কার্যক্রম পরিচালনা করা হচ্ছে। স্থানীয় বাসিন্দারা জানান, প্রায়ই এ ধরনের ঘটনা ঘটে থাকে। bbox=[287, 380, 510, 458]
khulna-nabobarsho-headline: খুলনায় নববর্ষ উপলক্ষে স bbox=[1010, 623, 1214, 646]
divider bbox=[1238, 627, 1467, 629]
ad-plot-body: জমির দাগ নং ১০৭১, ১০৭৬৬ এবং ১০৭৬৮, নিষ্কন্টক জমি বিক্রয় হইবে। যোগাযোগের ঠিকানাঃ ৬৬/৮, শেখপাড়া মেইন রোড, খুলনা। bbox=[1246, 2119, 1460, 2164]
argentina-headline: বিশ্বকাপের আগে প্রীতি ম্যাচ খেলবে আর্জেন্টিনা bbox=[526, 1166, 746, 1215]
column-2 bbox=[280, 45, 518, 2251]
fuel-headline: জ্বালানিতে অতিরিক্ত ৩৬ হাজার কোটি টাকা ভর্তুকি দিতে হতে পারে bbox=[773, 901, 975, 975]
ad-caretaker-address: পারভীন প্লাজা। bbox=[1320, 1169, 1386, 1182]
icc-prefill-3: সহযোগী দেশগুলোকে টেস্ট মর্যাদা দেওয়ার বিষয়েও আলোচনা চলছে। এতে টেস্ট ক্রিকেটের বিস্তার ঘটবে বলে মনে করছেন ক্রিকেট বিশ্লেষকরা। তবে কিছু বোর্ড আর্থিক দিক নিয়ে উদ্বেগ প্রকাশ করেছে। bbox=[524, 188, 748, 252]
lead-para-2: সংগঠনের সভাপতি বলেন, উদীচী যশোর ১৯৭৬ সালে যাত্রা শুরু করে। পঞ্চাশ বছরের এই দীর্ঘ পথচলায় সাংস্কৃতিক আন্দোলনের পাশাপাশি সামাজিক অন্যায়, কুসংস্কার ও মৌলবাদবিরোধী লড়াইয়ে সামনের সারিতে থেকেছে সংগঠনটি। গণমানুষের শিল্পচর্চাকে ছড়িয়ে দেওয়াই ছিল মূল লক্ষ্য। সেই ধারাবাহিকতায় এবারের আয়োজনকে ঘিরে নতুন প্রজন্মের শিল্পীদের মধ্যেও উদ্দীপনা লক্ষ্য করা যাচ্ছে। bbox=[17, 447, 140, 708]
speaker-box-headline: আপনি থাকলে আগেই বলুন, বিল পাশের পর আসলেন আমি কিছু বুঝলাম না bbox=[303, 472, 493, 524]
